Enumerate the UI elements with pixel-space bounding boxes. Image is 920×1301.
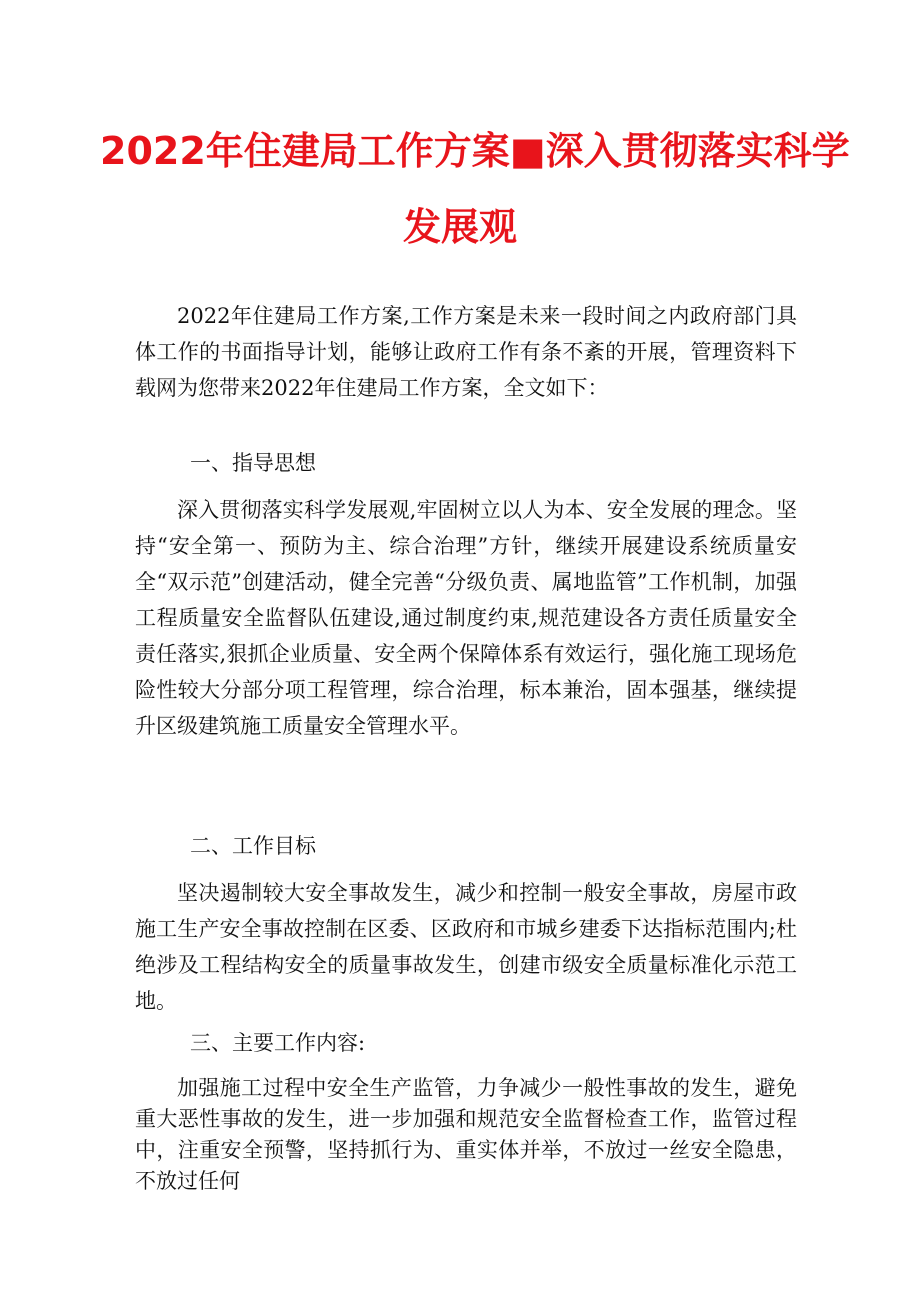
section-heading-work-goals: 二、工作目标 — [190, 834, 316, 858]
section-heading-main-content: 三、主要工作内容: — [190, 1031, 366, 1055]
intro-paragraph: 2022年住建局工作方案,工作方案是未来一段时间之内政府部门具体工作的书面指导计划，能够让政府工作有条不紊的开展，管理资料下载网为您带来2022年住建局工作方案，全文如下： — [135, 304, 797, 400]
guiding-ideology-paragraph: 深入贯彻落实科学发展观,牢固树立以人为本、安全发展的理念。坚持“安全第一、预防为主、综合治理”方针，继续开展建设系统质量安全“双示范”创建活动，健全完善“分级负责、属地监管”工作机制，加强工程质量安全监督队伍建设,通过制度约束,规范建设各方责任质量安全责任落实,狠抓企业质量、安全两个保障体系有效运行，强化施工现场危险性较大分部分项工程管理，综合治理，标本兼治，固本强基，继续提升区级建筑施工质量安全管理水平。 — [135, 498, 797, 738]
work-goals-paragraph: 坚决遏制较大安全事故发生，减少和控制一般安全事故，房屋市政施工生产安全事故控制在区委、区政府和市城乡建委下达指标范围内;杜绝涉及工程结构安全的质量事故发生，创建市级安全质量标准化示范工地。 — [135, 881, 797, 1013]
document-title-line-1: 2022年住建局工作方案■深入贯彻落实科学 — [100, 129, 850, 173]
section-heading-guiding-ideology: 一、指导思想 — [190, 451, 316, 475]
main-content-paragraph: 加强施工过程中安全生产监管，力争减少一般性事故的发生，避免重大恶性事故的发生，进一步加强和规范安全监督检查工作，监管过程中，注重安全预警，坚持抓行为、重实体并举，不放过一丝安全隐患，不放过任何 — [135, 1076, 797, 1193]
document-title-line-2: 发展观 — [402, 205, 517, 249]
